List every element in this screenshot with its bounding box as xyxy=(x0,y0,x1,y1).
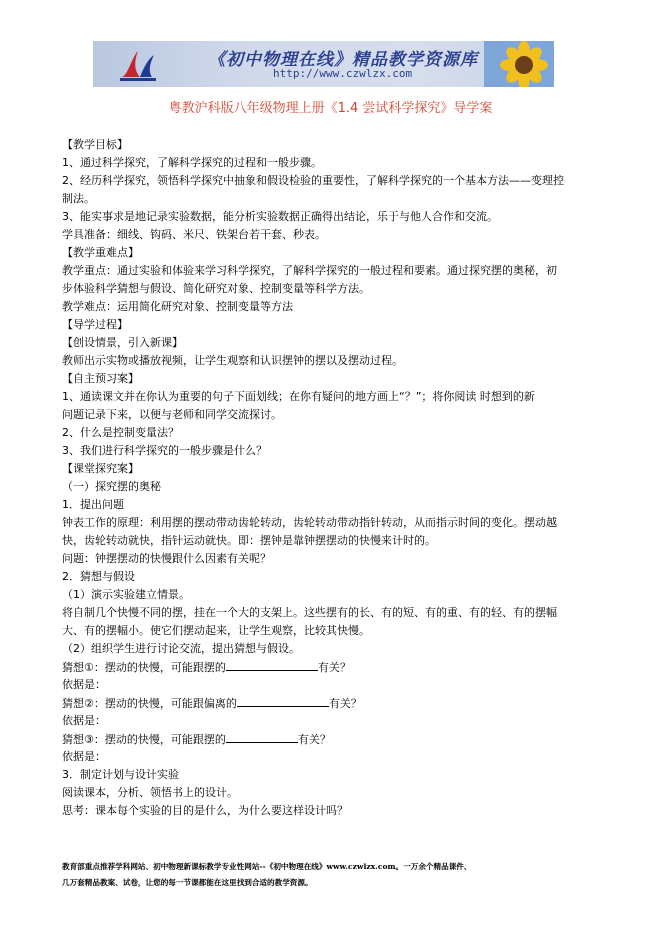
step-2: 2．猜想与假设 xyxy=(62,570,135,583)
heading-objectives: 【教学目标】 xyxy=(62,138,128,151)
sunflower-icon xyxy=(484,41,554,87)
demo-step: （1）演示实验建立情景。 xyxy=(62,588,190,601)
site-banner xyxy=(93,41,554,87)
preview-3: 3、我们进行科学探究的一般步骤是什么？ xyxy=(62,444,267,457)
guess-1-blank[interactable] xyxy=(226,659,318,671)
basis-1: 依据是： xyxy=(62,678,106,691)
heading-classroom: 【课堂探究案】 xyxy=(62,462,139,475)
materials: 学具准备：细线、钩码、米尺、铁架台若干套、秒表。 xyxy=(62,228,326,241)
basis-2: 依据是： xyxy=(62,714,106,727)
read-textbook: 阅读课本，分析、领悟书上的设计。 xyxy=(62,786,238,799)
preview-1: 1、通读课文并在你认为重要的句子下面划线；在你有疑问的地方画上“？”；将你阅读 时想到的新 xyxy=(62,390,535,403)
preview-1-cont: 问题记录下来，以便与老师和同学交流探讨。 xyxy=(62,408,282,421)
heading-process: 【导学过程】 xyxy=(62,318,128,331)
guess-1-prefix: 猜想①：摆动的快慢，可能跟摆的 xyxy=(62,661,226,674)
footer-line-2: 几万套精品教案、试卷，让您的每一节课都能在这里找到合适的教学资源。 xyxy=(62,878,313,887)
guess-2-suffix: 有关？ xyxy=(328,697,362,710)
guess-3-suffix: 有关？ xyxy=(297,733,331,746)
demo-text-cont: 大、有的摆幅小。使它们摆动起来，让学生观察，比较其快慢。 xyxy=(62,624,370,637)
difficult-point: 教学难点：运用简化研究对象、控制变量等方法 xyxy=(62,300,293,313)
preview-2: 2、什么是控制变量法？ xyxy=(62,426,179,439)
document-title: 粤教沪科版八年级物理上册《1.4 尝试科学探究》导学案 xyxy=(168,101,493,116)
guess-2-blank[interactable] xyxy=(237,695,329,707)
site-logo-icon xyxy=(118,47,158,83)
footer-line-1: 教育部重点推荐学科网站、初中物理新课标教学专业性网站--《初中物理在线》www.czwlzx.com。一万余个精品课件、 xyxy=(62,862,472,871)
heading-scenario: 【创设情景，引入新课】 xyxy=(62,336,183,349)
objective-2: 2、经历科学探究，领悟科学探究中抽象和假设检验的重要性，了解科学探究的一个基本方法——变理控 xyxy=(62,174,564,187)
key-point: 教学重点：通过实验和体验来学习科学探究，了解科学探究的一般过程和要素。通过探究摆的奥秘，初 xyxy=(62,264,557,277)
question: 问题：钟摆摆动的快慢跟什么因素有关呢？ xyxy=(62,552,271,565)
heading-preview: 【自主预习案】 xyxy=(62,372,139,385)
demo-text: 将自制几个快慢不同的摆，挂在一个大的支架上。这些摆有的长、有的短、有的重、有的轻、有的摆幅 xyxy=(62,606,557,619)
page-footer xyxy=(62,859,622,891)
banner-url: http://www.czwlzx.com xyxy=(273,67,413,80)
basis-3: 依据是： xyxy=(62,750,106,763)
section-pendulum: （一）探究摆的奥秘 xyxy=(62,480,161,493)
guess-1 xyxy=(62,659,351,675)
objective-3: 3、能实事求是地记录实验数据，能分析实验数据正确得出结论，乐于与他人合作和交流。 xyxy=(62,210,498,223)
discussion-step: （2）组织学生进行讨论交流，提出猜想与假设。 xyxy=(62,642,300,655)
clock-principle-cont: 快，齿轮转动就快，指针运动就快。即：摆钟是靠钟摆摆动的快慢来计时的。 xyxy=(62,534,436,547)
guess-3 xyxy=(62,731,331,747)
guess-1-suffix: 有关？ xyxy=(317,661,351,674)
step-3: 3．制定计划与设计实验 xyxy=(62,768,179,781)
banner-title: 《初中物理在线》精品教学资源库 xyxy=(208,50,478,70)
guess-3-blank[interactable] xyxy=(226,731,298,743)
guess-2 xyxy=(62,695,362,711)
heading-key-points: 【教学重难点】 xyxy=(62,246,139,259)
think-question: 思考：课本每个实验的目的是什么，为什么要这样设计吗？ xyxy=(62,804,348,817)
guess-2-prefix: 猜想②：摆动的快慢，可能跟偏离的 xyxy=(62,697,237,710)
clock-principle: 钟表工作的原理：利用摆的摆动带动齿轮转动，齿轮转动带动指针转动，从而指示时间的变化。摆动越 xyxy=(62,516,557,529)
objective-1: 1、通过科学探究，了解科学探究的过程和一般步骤。 xyxy=(62,156,322,169)
key-point-cont: 步体验科学猜想与假设、简化研究对象、控制变量等科学方法。 xyxy=(62,282,370,295)
guess-3-prefix: 猜想③：摆动的快慢，可能跟摆的 xyxy=(62,733,226,746)
scenario-text: 教师出示实物或播放视频，让学生观察和认识摆钟的摆以及摆动过程。 xyxy=(62,354,403,367)
objective-2-cont: 制法。 xyxy=(62,192,95,205)
step-1: 1．提出问题 xyxy=(62,498,124,511)
